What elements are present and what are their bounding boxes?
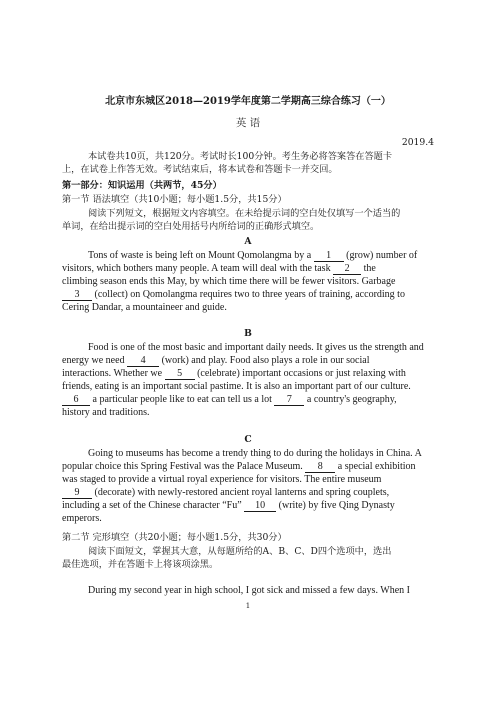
passage-b-line-6: history and traditions.: [62, 407, 150, 418]
subject-title: 英 语: [235, 117, 261, 129]
passage-c-line-6: emperors.: [62, 513, 102, 524]
passage-a-line-3: climbing season ends this May, by which time there will be fewer visitors. Garbage: [62, 276, 396, 287]
passage-c-line-4: 9 (decorate) with newly-restored ancient royal lanterns and spring couplets,: [62, 487, 434, 499]
passage-c-line-5: including a set of the Chinese character “Fu” 10 (write) by five Qing Dynasty: [62, 500, 395, 511]
passage-c-line-3: was staged to provide a virtual royal experience for visitors. The entire museum: [62, 474, 382, 485]
instructions-line-2: 上，在试卷上作答无效。考试结束后，将本试卷和答题卡一并交回。: [62, 164, 338, 175]
passage-b-label: B: [244, 328, 252, 339]
passage-b-line-5: 6 a particular people like to eat can tell us a lot 7 a country's geography,: [62, 394, 434, 406]
passage-a-line-5: Cering Dandar, a mountaineer and guide.: [62, 302, 227, 313]
instructions-line-1: 本试卷共10页，共120分。考试时长100分钟。考生务必将答案答在答题卡: [88, 151, 393, 162]
section2-instructions-1: 阅读下面短文，掌握其大意，从每题所给的A、B、C、D四个选项中，选出: [88, 546, 392, 557]
section1-instructions-1: 阅读下列短文，根据短文内容填空。在未给提示词的空白处仅填写一个适当的: [88, 208, 401, 219]
section1-title: 第一节 语法填空（共10小题；每小题1.5分，共15分）: [62, 194, 287, 205]
exam-date: 2019.4: [401, 137, 434, 148]
section1-instructions-2: 单词，在给出提示词的空白处用括号内所给词的正确形式填空。: [62, 221, 320, 232]
passage-a-line-2: visitors, which bothers many people. A team will deal with the task 2 the: [62, 263, 376, 274]
exam-title: 北京市东城区2018—2019学年度第二学期高三综合练习（一）: [105, 96, 391, 107]
blank-8[interactable]: 8: [305, 461, 335, 473]
passage-b-line-4: friends, eating is an important social pastime. It is also an important part of our culture.: [62, 381, 411, 392]
passage-c-label: C: [244, 434, 252, 445]
passage-c-line-2: popular choice this Spring Festival was the Palace Museum. 8 a special exhibition: [62, 461, 416, 472]
passage-b-line-3: interactions. Whether we 5 (celebrate) important occasions or just relaxing with: [62, 368, 406, 379]
part1-title: 第一部分：知识运用（共两节，45分）: [62, 180, 222, 191]
blank-1[interactable]: 1: [314, 250, 344, 262]
passage-a-line-1: Tons of waste is being left on Mount Qomolangma by a 1 (grow) number of: [88, 250, 418, 261]
section2-instructions-2: 最佳选项，并在答题卡上将该项涂黑。: [62, 559, 219, 570]
blank-2[interactable]: 2: [333, 263, 361, 275]
blank-6[interactable]: 6: [62, 394, 90, 406]
passage-a-label: A: [244, 236, 252, 247]
passage-b-line-1: Food is one of the most basic and important daily needs. It gives us the strength and: [88, 342, 424, 353]
blank-9[interactable]: 9: [62, 487, 92, 499]
section2-title: 第二节 完形填空（共20小题；每小题1.5分，共30分）: [62, 532, 287, 543]
passage-a-line-4: 3 (collect) on Qomolangma requires two to three years of training, according to: [62, 289, 434, 301]
page-number: 1: [245, 602, 251, 610]
blank-4[interactable]: 4: [127, 355, 159, 367]
blank-10[interactable]: 10: [244, 500, 276, 512]
cloze-passage-start: During my second year in high school, I got sick and missed a few days. When I: [88, 585, 410, 596]
passage-b-line-2: energy we need 4 (work) and play. Food also plays a role in our social: [62, 355, 370, 366]
blank-3[interactable]: 3: [62, 289, 92, 301]
blank-7[interactable]: 7: [274, 394, 304, 406]
passage-c-line-1: Going to museums has become a trendy thing to do during the holidays in China. A: [88, 448, 422, 459]
blank-5[interactable]: 5: [165, 368, 195, 380]
